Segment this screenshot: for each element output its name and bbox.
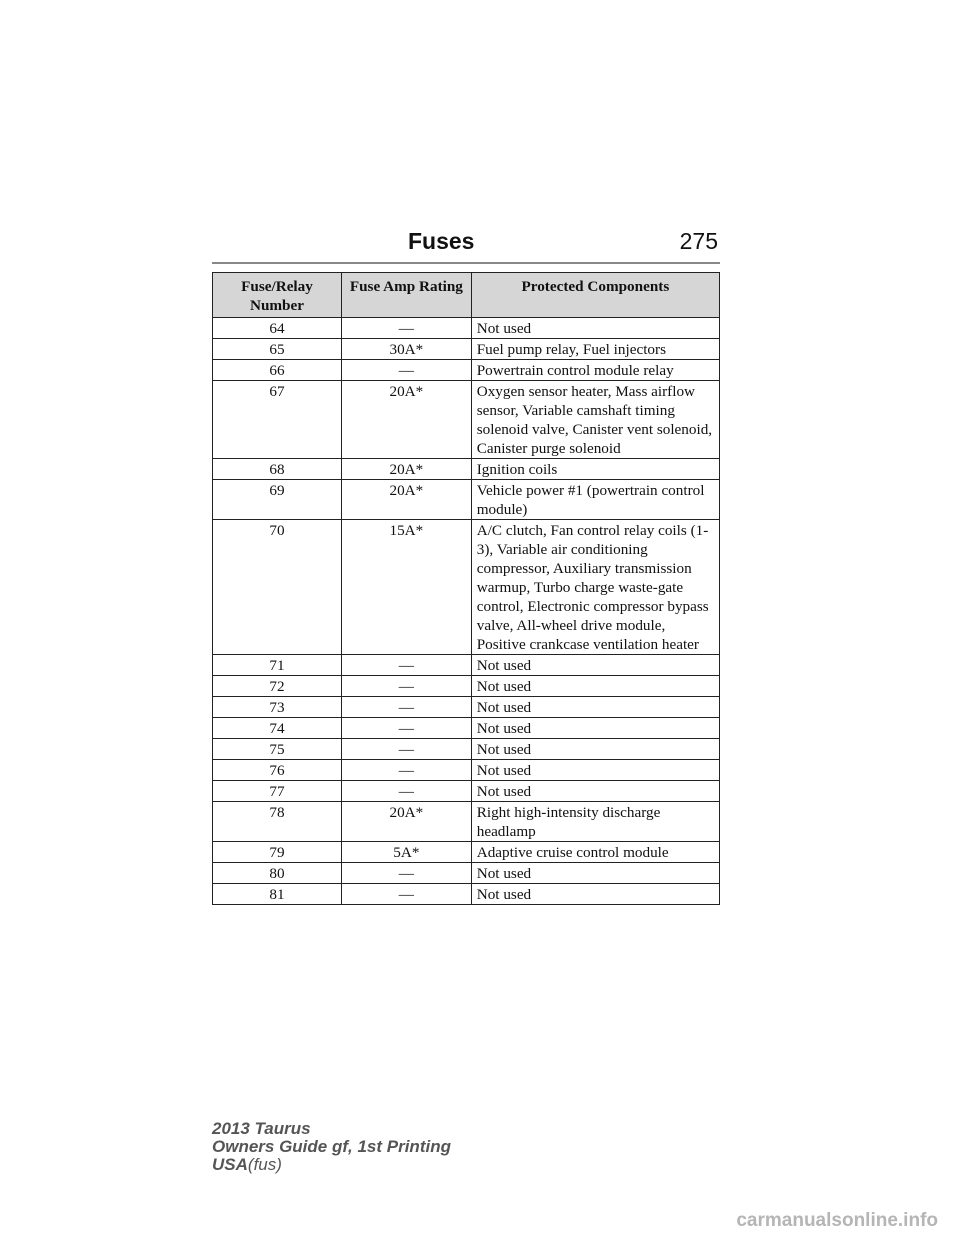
footer-market [212,1156,451,1174]
section-title: Fuses [408,228,475,254]
amp-rating-cell: — [341,360,471,381]
components-cell: Ignition coils [471,459,719,480]
components-cell: Not used [471,739,719,760]
table-row [213,842,720,863]
amp-rating-cell: — [341,718,471,739]
amp-rating-cell: 20A* [341,480,471,520]
components-cell: Oxygen sensor heater, Mass airflow sensor, Variable camshaft timing solenoid valve, Canister vent solenoid, Canister purge solenoid [471,381,719,459]
table-row [213,318,720,339]
components-cell: Not used [471,318,719,339]
footer-model: 2013 Taurus [212,1119,311,1138]
table-row [213,760,720,781]
components-cell: Not used [471,863,719,884]
table-row [213,802,720,842]
components-cell: A/C clutch, Fan control relay coils (1-3), Variable air conditioning compressor, Auxiliary transmission warmup, Turbo charge waste-gate control, Electronic compressor bypass valve, All-wheel drive module, Positive crankcase ventilation heater [471,520,719,655]
fuse-number-cell: 68 [213,459,342,480]
table-row [213,863,720,884]
footer-country: USA [212,1155,248,1174]
fuse-number-cell: 75 [213,739,342,760]
fuse-table [212,272,720,905]
fuse-number-cell: 69 [213,480,342,520]
components-cell: Not used [471,655,719,676]
fuse-number-cell: 71 [213,655,342,676]
fuse-number-cell: 74 [213,718,342,739]
components-cell: Adaptive cruise control module [471,842,719,863]
amp-rating-cell: — [341,739,471,760]
table-row [213,520,720,655]
fuse-number-cell: 65 [213,339,342,360]
table-row [213,781,720,802]
footer [212,1120,451,1174]
components-cell: Vehicle power #1 (powertrain control module) [471,480,719,520]
fuse-number-cell: 70 [213,520,342,655]
table-row [213,459,720,480]
fuse-number-cell: 66 [213,360,342,381]
page-number: 275 [679,228,718,254]
table-row [213,739,720,760]
table-row [213,480,720,520]
components-cell: Not used [471,760,719,781]
footer-code: (fus) [247,1155,282,1174]
fuse-number-cell: 64 [213,318,342,339]
table-row [213,697,720,718]
footer-guide: Owners Guide gf, 1st Printing [212,1137,451,1156]
amp-rating-cell: — [341,318,471,339]
amp-rating-cell: 20A* [341,381,471,459]
components-cell: Not used [471,697,719,718]
amp-rating-cell: 15A* [341,520,471,655]
amp-rating-cell: — [341,655,471,676]
table-row [213,381,720,459]
components-cell: Not used [471,718,719,739]
amp-rating-cell: 20A* [341,459,471,480]
table-row [213,884,720,905]
fuse-number-cell: 72 [213,676,342,697]
amp-rating-cell: — [341,781,471,802]
fuse-number-cell: 79 [213,842,342,863]
table-row [213,655,720,676]
fuse-number-cell: 76 [213,760,342,781]
amp-rating-cell: 5A* [341,842,471,863]
amp-rating-cell: 20A* [341,802,471,842]
page-header [212,228,720,264]
fuse-number-cell: 81 [213,884,342,905]
amp-rating-cell: — [341,863,471,884]
watermark: carmanualsonline.info [736,1210,938,1231]
column-header-number: Fuse/Relay Number [213,273,342,318]
table-row [213,339,720,360]
components-cell: Not used [471,884,719,905]
column-header-components: Protected Components [471,273,719,318]
table-header-row [213,273,720,318]
components-cell: Not used [471,781,719,802]
amp-rating-cell: — [341,697,471,718]
table-row [213,676,720,697]
components-cell: Right high-intensity discharge headlamp [471,802,719,842]
amp-rating-cell: — [341,884,471,905]
fuse-number-cell: 80 [213,863,342,884]
table-body [213,318,720,905]
fuse-number-cell: 73 [213,697,342,718]
components-cell: Not used [471,676,719,697]
amp-rating-cell: 30A* [341,339,471,360]
table-row [213,360,720,381]
fuse-number-cell: 77 [213,781,342,802]
fuse-number-cell: 67 [213,381,342,459]
components-cell: Powertrain control module relay [471,360,719,381]
components-cell: Fuel pump relay, Fuel injectors [471,339,719,360]
fuse-number-cell: 78 [213,802,342,842]
column-header-amp: Fuse Amp Rating [341,273,471,318]
table-row [213,718,720,739]
amp-rating-cell: — [341,676,471,697]
amp-rating-cell: — [341,760,471,781]
